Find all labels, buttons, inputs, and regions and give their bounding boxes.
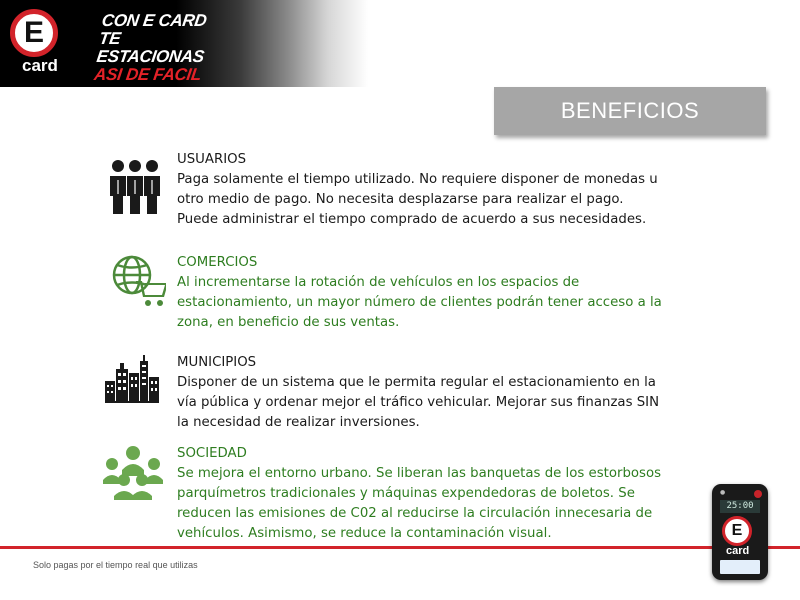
benefit-title: MUNICIPIOS bbox=[177, 355, 257, 370]
benefit-description: Al incrementarse la rotación de vehículos en los espacios de estacionamiento, un mayor número de clientes podrán tener acceso a la zona, en beneficio de sus ventas. bbox=[177, 275, 662, 330]
slogan-line-1: CON E CARD bbox=[100, 11, 208, 30]
logo-word: card bbox=[22, 56, 58, 75]
benefit-description: Disponer de un sistema que le permita regular el estacionamiento en la vía pública y ordenar mejor el tráfico vehicular. Mejorar sus finanzas SIN la necesidad de realizar inversiones. bbox=[177, 375, 660, 430]
ecard-device bbox=[712, 484, 768, 580]
community-icon bbox=[102, 444, 164, 504]
section-title: BENEFICIOS bbox=[560, 98, 700, 123]
slogan-line-2: TE ESTACIONAS bbox=[95, 29, 206, 66]
city-buildings-icon bbox=[105, 355, 159, 407]
ecard-logo bbox=[0, 0, 98, 87]
benefit-title: USUARIOS bbox=[177, 152, 247, 167]
benefit-title: SOCIEDAD bbox=[177, 446, 247, 461]
footer-tagline: Solo pagas por el tiempo real que utilizas bbox=[33, 560, 198, 570]
logo-circle bbox=[10, 9, 58, 57]
benefit-text bbox=[177, 253, 667, 333]
slogan bbox=[93, 12, 213, 84]
device-display: 25:00 bbox=[720, 500, 760, 513]
users-group-icon bbox=[108, 158, 162, 218]
device-logo: E bbox=[722, 516, 752, 546]
header-banner bbox=[0, 0, 800, 87]
logo-letter: E bbox=[23, 16, 44, 49]
beneficios-banner bbox=[494, 87, 766, 135]
device-indicator-icon: ● bbox=[720, 489, 726, 496]
footer-divider bbox=[0, 546, 800, 549]
device-panel bbox=[720, 560, 760, 574]
device-led-icon bbox=[754, 490, 762, 498]
device-logo-word: card bbox=[726, 545, 750, 557]
benefit-text bbox=[177, 444, 667, 544]
benefit-description: Se mejora el entorno urbano. Se liberan las banquetas de los estorbosos parquímetros tradicionales y máquinas expendedoras de boletos. Se reducen las emisiones de C02 al reducirse la circulación innecesaria de vehículos. Asimismo, se reduce la contaminación visual. bbox=[177, 466, 662, 541]
globe-cart-icon bbox=[110, 253, 166, 313]
benefit-text bbox=[177, 353, 667, 433]
benefit-text bbox=[177, 150, 667, 230]
slogan-line-3: ASI DE FACIL bbox=[92, 65, 203, 84]
benefit-title: COMERCIOS bbox=[177, 255, 258, 270]
benefit-description: Paga solamente el tiempo utilizado. No requiere disponer de monedas u otro medio de pago. No necesita desplazarse para realizar el pago. Puede administrar el tiempo comprado de acuerdo a sus necesidades. bbox=[177, 172, 658, 227]
